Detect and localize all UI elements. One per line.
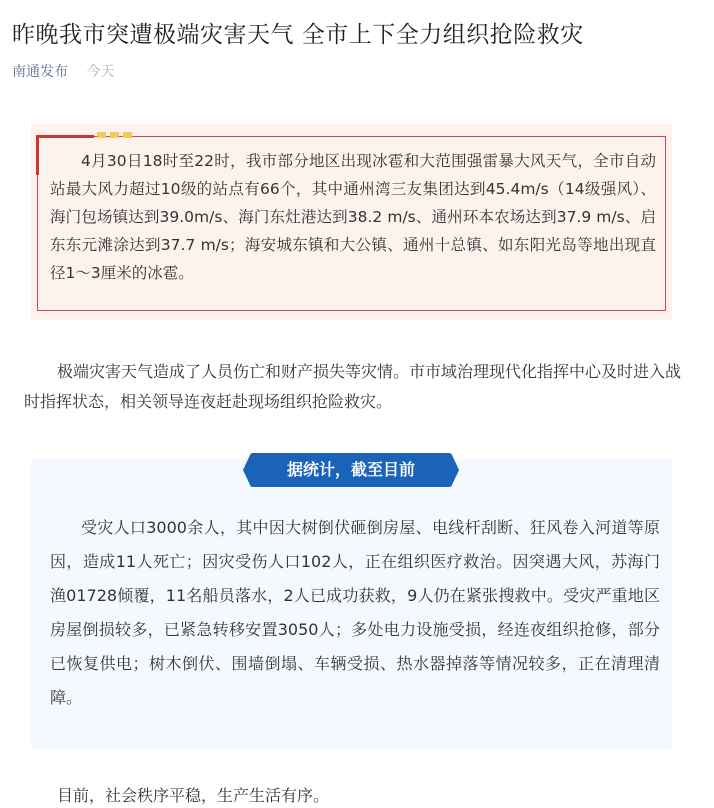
source-link[interactable]: 南通发布	[12, 64, 68, 80]
article-meta	[12, 61, 114, 81]
paragraph: 极端灾害天气造成了人员伤亡和财产损失等灾情。市市域治理现代化指挥中心及时进入战时指挥状态，相关领导连夜赶赴现场组织抢险救灾。	[24, 362, 682, 411]
alert-corner-accent-vertical	[36, 135, 39, 175]
stats-heading: 据统计，截至目前	[250, 453, 452, 487]
alert-corner-accent	[36, 135, 94, 138]
publish-date: 今天	[86, 64, 115, 80]
stats-text: 受灾人口3000余人，其中因大树倒伏砸倒房屋、电线杆刮断、狂风卷入河道等原因，造成11人死亡；因灾受伤人口102人，正在组织医疗救治。因突遇大风，苏海门渔01728倾覆，11名船员落水，2人已成功获救，9人仍在紧张搜救中。受灾严重地区房屋倒损较多，已紧急转移安置3050人；多处电力设施受损，经连夜组织抢修，部分已恢复供电；树木倒伏、围墙倒塌、车辆受损、热水器掉落等情况较多，正在清理清障。	[50, 518, 660, 707]
alert-text: 4月30日18时至22时，我市部分地区出现冰雹和大范围强雷暴大风天气，全市自动站最大风力超过10级的站点有66个，其中通州湾三友集团达到45.4m/s（14级强风）、海门包场镇达到39.0m/s、海门东灶港达到38.2 m/s、通州环本农场达到37.9 m/s、启东东元滩涂达到37.7 m/s；海安城东镇和大公镇、通州十总镇、如东阳光岛等地出现直径1～3厘米的冰雹。	[50, 152, 656, 282]
article-title: 昨晚我市突遭极端灾害天气 全市上下全力组织抢险救灾	[12, 22, 584, 48]
ribbon-notch-right	[451, 453, 459, 487]
paragraph: 目前，社会秩序平稳，生产生活有序。	[57, 786, 330, 805]
alert-dots-decoration	[97, 132, 135, 138]
